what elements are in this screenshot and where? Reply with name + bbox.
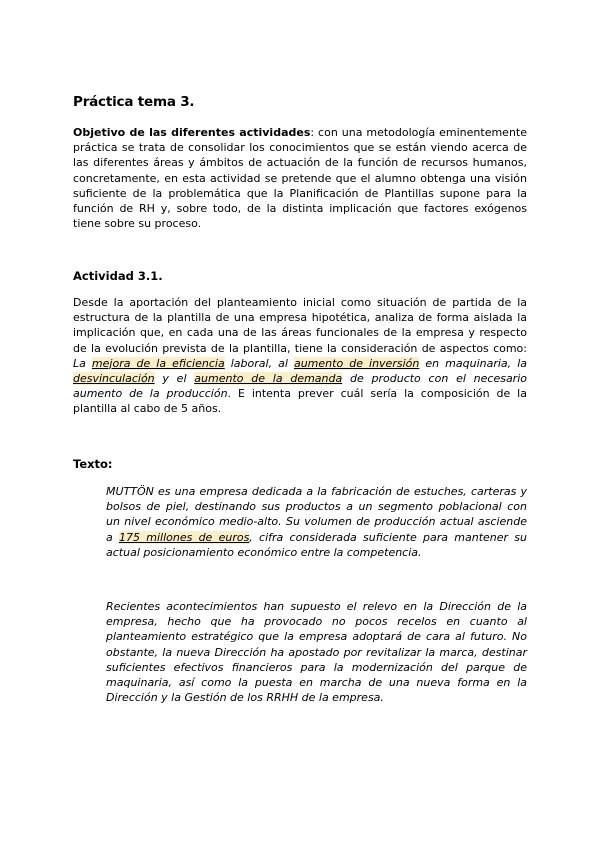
page-title: Práctica tema 3. bbox=[73, 94, 195, 110]
text-line: planteamiento estratégico que la empresa adoptará de cara al futuro. No bbox=[106, 630, 527, 644]
highlight-aumento-demanda: aumento de la demanda bbox=[194, 372, 343, 386]
text-span: en maquinaria, la bbox=[425, 356, 528, 370]
text-line bbox=[73, 125, 527, 140]
text-span: de producto con el necesario bbox=[350, 372, 527, 386]
highlight-175-millones: 175 millones de euros bbox=[119, 530, 250, 544]
text-line: función de RH y, sobre todo, de la distinta implicación que factores exógenos bbox=[73, 202, 527, 216]
text-line: bolsos de piel, destinando sus productos a un segmento poblacional con bbox=[106, 500, 527, 514]
texto-paragraph-1 bbox=[106, 484, 527, 560]
text-line bbox=[73, 356, 527, 371]
text-line: Desde la aportación del planteamiento inicial como situación de partida de la bbox=[73, 296, 527, 309]
text-line: MUTTÖN es una empresa dedicada a la fabricación de estuches, carteras y bbox=[106, 485, 527, 498]
actividad-paragraph bbox=[73, 295, 527, 417]
text-span: La bbox=[73, 356, 86, 370]
text-line: empresa, hecho que ha provocado no pocos recelos en cuanto al bbox=[106, 615, 527, 629]
text-line: suficientes efectivos financieros para la modernización del parque de bbox=[106, 660, 527, 674]
texto-paragraph-2 bbox=[106, 599, 527, 705]
actividad-heading: Actividad 3.1. bbox=[73, 269, 163, 283]
text-line: Dirección y la Gestión de los RRHH de la empresa. bbox=[106, 691, 384, 705]
text-line: obstante, la nueva Dirección ha apostado por revitalizar la marca, destinar bbox=[106, 645, 527, 659]
text-line bbox=[73, 386, 527, 401]
text-line: Recientes acontecimientos han supuesto el relevo en la Dirección de la bbox=[106, 600, 527, 613]
text-line: implicación que, en cada una de las áreas funcionales de la empresa y respecto bbox=[73, 326, 527, 340]
text-line bbox=[106, 530, 527, 545]
text-line: las diferentes áreas y ámbitos de actuación de la función de recursos humanos, bbox=[73, 156, 527, 170]
text-line: maquinaria, así como la puesta en marcha de una nueva forma en la bbox=[106, 676, 527, 690]
text-line: plantilla al cabo de 5 años. bbox=[73, 402, 222, 416]
texto-heading: Texto: bbox=[73, 457, 113, 471]
text-line: tiene sobre su proceso. bbox=[73, 217, 202, 231]
text-line bbox=[73, 371, 527, 386]
text-span: a bbox=[106, 530, 113, 544]
highlight-mejora-eficiencia: mejora de la eficiencia bbox=[91, 356, 225, 370]
highlight-desvinculacion: desvinculación bbox=[73, 372, 155, 386]
text-span: laboral, al bbox=[230, 356, 288, 370]
text-line: concretamente, en esta actividad se pretende que el alumno obtenga una visión bbox=[73, 171, 527, 185]
text-span: . E intenta prever cuál sería la composición de la bbox=[227, 387, 527, 401]
text-span: : con una metodología eminentemente bbox=[310, 126, 527, 139]
text-line: un nivel económico medio-alto. Su volumen de producción actual asciende bbox=[106, 515, 527, 529]
text-span: , cifra considerada suficiente para mantener su bbox=[249, 530, 527, 544]
text-span: y el bbox=[162, 372, 187, 386]
text-line: de la evolución prevista de la plantilla, tiene la consideración de aspectos como: bbox=[73, 341, 527, 355]
text-span: aumento de la producción bbox=[73, 387, 228, 401]
text-line: estructura de la plantilla de una empresa hipotética, analiza de forma aislada la bbox=[73, 311, 527, 325]
highlight-aumento-inversion: aumento de inversión bbox=[293, 356, 420, 370]
objetivo-paragraph bbox=[73, 125, 527, 231]
objetivo-lead: Objetivo de las diferentes actividades bbox=[73, 126, 311, 139]
text-line: práctica se trata de consolidar los conocimientos que se están viendo acerca de bbox=[73, 141, 527, 155]
text-line: actual posicionamiento económico entre la competencia. bbox=[106, 545, 422, 559]
text-line: suficiente de la problemática que la Planificación de Plantillas supone para la bbox=[73, 186, 527, 200]
